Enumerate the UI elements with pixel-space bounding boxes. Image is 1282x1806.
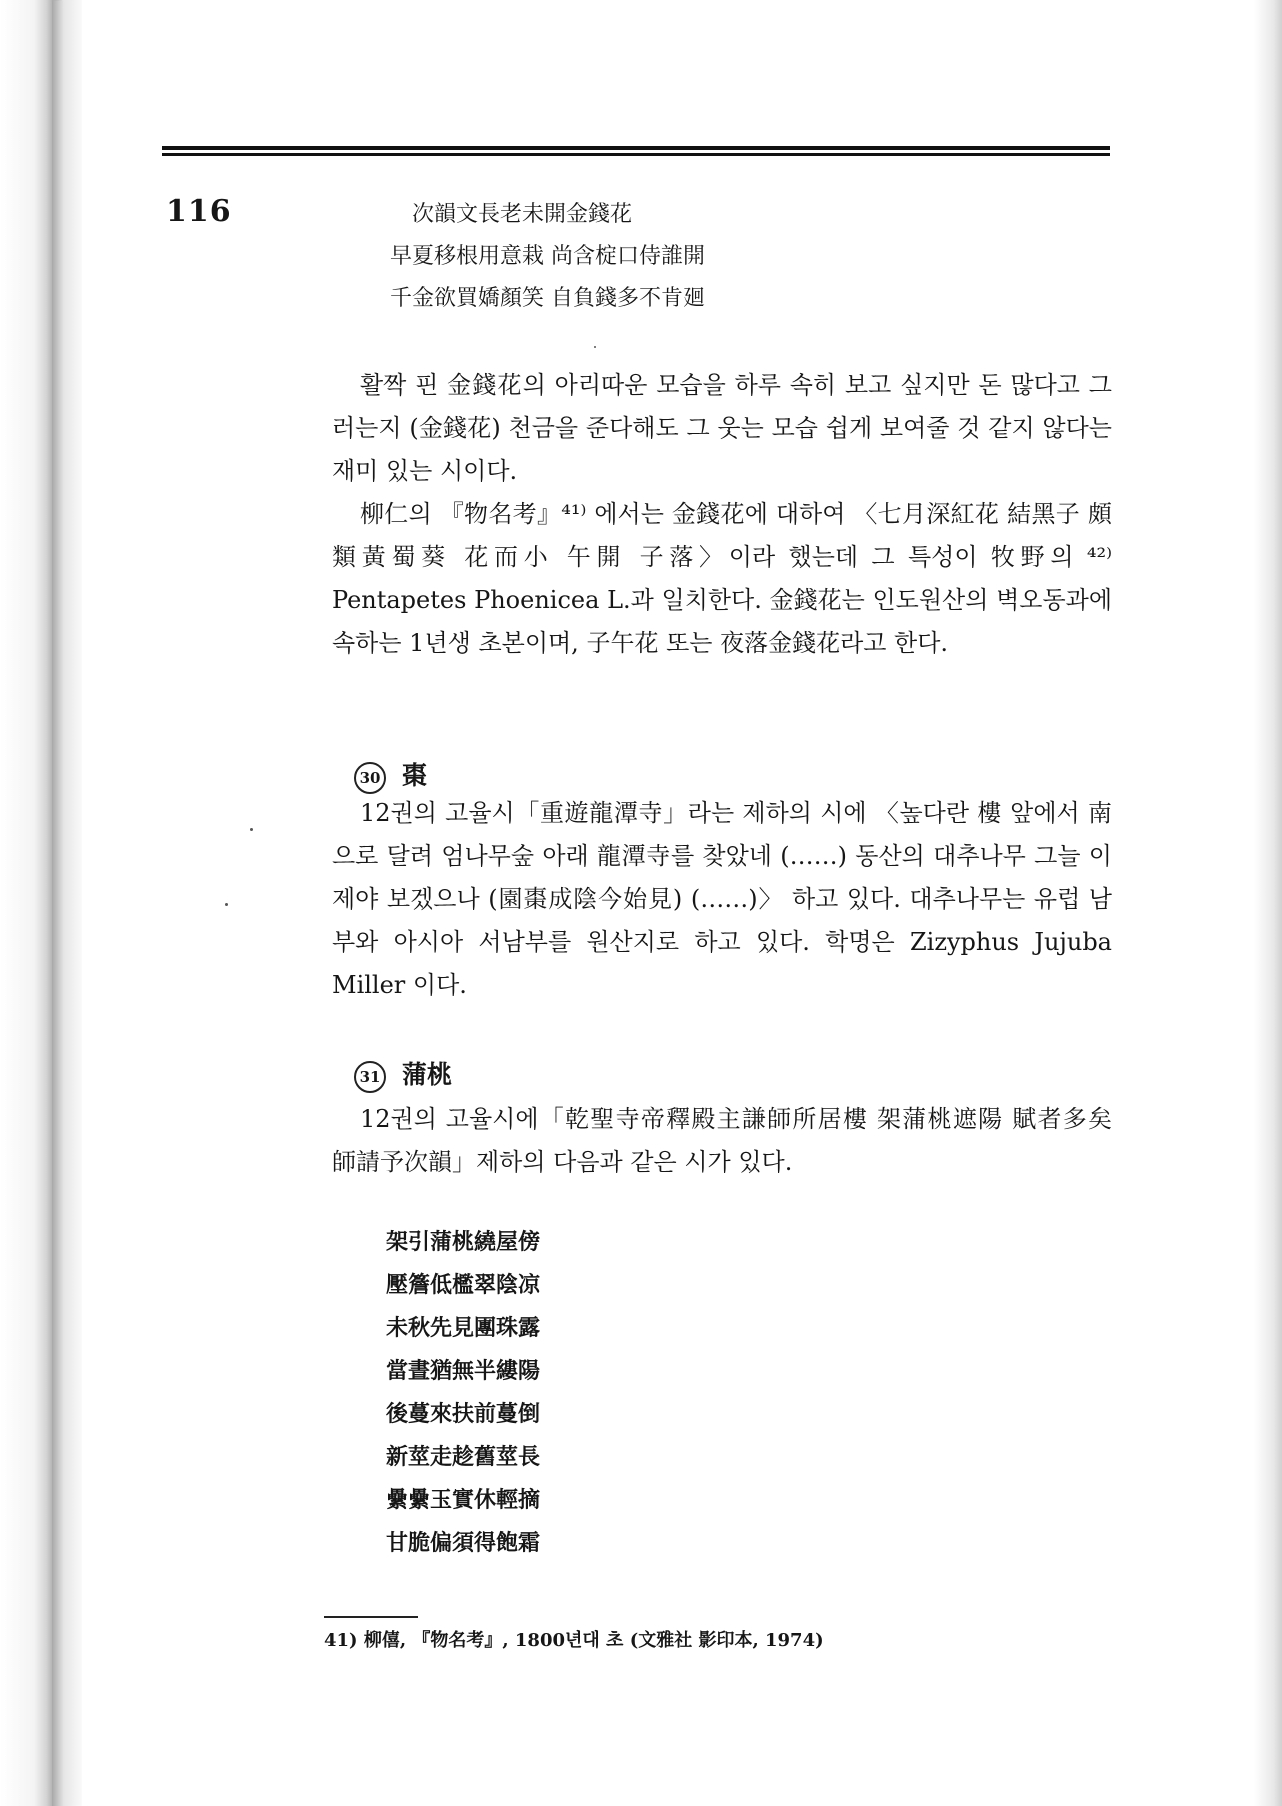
- section-heading: [354, 756, 427, 794]
- paragraph: 12권의 고율시에「乾聖寺帝釋殿主謙師所居樓 架蒲桃遮陽 賦者多矣 師請予次韻」제하의 다음과 같은 시가 있다.: [332, 1105, 1112, 1176]
- section-body: [332, 792, 1112, 1007]
- header-rule-thick: [162, 146, 1110, 150]
- print-speck: [250, 828, 253, 831]
- paragraph: 12권의 고율시「重遊龍潭寺」라는 제하의 시에 〈높다란 樓 앞에서 南으로 달려 엄나무숲 아래 龍潭寺를 찾았네 (……) 동산의 대추나무 그늘 이제야 보겠으나 (園棗成陰今始見) (……)〉 하고 있다. 대추나무는 유럽 남부와 아시아 서남부를 원산지로 하고 있다. 학명은 Zizyphus Jujuba Miller 이다.: [332, 799, 1112, 999]
- paragraph: 柳仁의 『物名考』⁴¹⁾ 에서는 金錢花에 대하여 〈七月深紅花 結黑子 頗類黃蜀葵 花而小 午開 子落〉이라 했는데 그 특성이 牧野의 ⁴²⁾ Pentapetes Phoenicea L.과 일치한다. 金錢花는 인도원산의 벽오동과에 속하는 1년생 초본이며, 子午花 또는 夜落金錢花라고 한다.: [332, 500, 1112, 657]
- poem-title: 次韻文長老未開金錢花: [412, 202, 633, 227]
- page-edge: [52, 0, 82, 1806]
- verse-line: 架引蒲桃繞屋傍: [386, 1229, 541, 1255]
- poem-line: 千金欲買嬌顏笑 自負錢多不肯廻: [390, 286, 705, 311]
- commentary-block: [332, 364, 1112, 665]
- verse-line: 纍纍玉實休輕摘: [386, 1487, 541, 1513]
- section-heading: [354, 1055, 452, 1093]
- verse-line: 未秋先見團珠露: [386, 1315, 541, 1341]
- paragraph: 활짝 핀 金錢花의 아리따운 모습을 하루 속히 보고 싶지만 돈 많다고 그러는지 (金錢花) 천금을 준다해도 그 웃는 모습 쉽게 보여줄 것 같지 않다는 재미 있는 시이다.: [332, 371, 1112, 485]
- page-number: 116: [166, 194, 232, 229]
- print-speck: [225, 903, 228, 906]
- header-rule-thin: [162, 153, 1110, 156]
- verse-line: 當晝猶無半縷陽: [386, 1358, 541, 1384]
- poem-block: [390, 198, 705, 324]
- print-speck: [594, 346, 596, 348]
- verse-line: 後蔓來扶前蔓倒: [386, 1401, 541, 1427]
- verse-line: 新莖走趁舊莖長: [386, 1444, 541, 1470]
- verse-block: [386, 1222, 540, 1566]
- page-right-shadow: [1254, 0, 1282, 1806]
- poem-line: 早夏移根用意栽 尚含椗口侍誰開: [390, 244, 705, 269]
- section-number-badge: 31: [354, 1061, 386, 1093]
- footnote: 41) 柳僖, 『物名考』, 1800년대 초 (文雅社 影印本, 1974): [324, 1630, 824, 1651]
- section-title: 蒲桃: [402, 1060, 453, 1089]
- footnote-rule: [324, 1616, 418, 1618]
- section-title: 棗: [402, 761, 428, 790]
- section-body: [332, 1098, 1112, 1184]
- verse-line: 甘脆偏須得飽霜: [386, 1530, 541, 1556]
- section-number-badge: 30: [354, 762, 386, 794]
- verse-line: 壓簷低檻翠陰凉: [386, 1272, 541, 1298]
